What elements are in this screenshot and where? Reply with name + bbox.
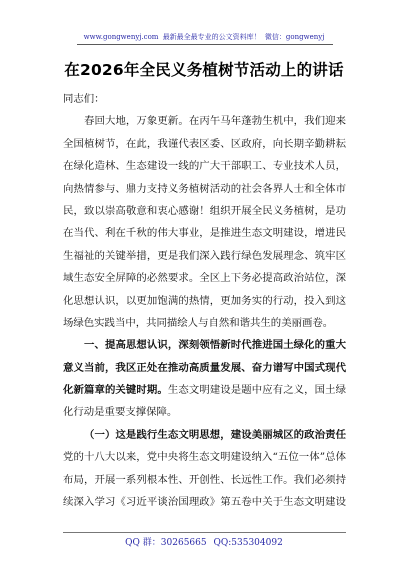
body-line [63, 446, 346, 468]
body-line [63, 110, 346, 132]
body-text: 化新篇章的关键时期。 [63, 384, 168, 397]
body-line [63, 357, 346, 379]
body-text: 生态文明建设是题中应有之义，国土绿 [167, 384, 346, 397]
footer-qq-group: QQ 群：30265665 [125, 538, 207, 548]
header-website-link[interactable]: www.gongwenyj.com [83, 33, 159, 41]
body-line [63, 491, 346, 513]
body-line [63, 290, 346, 312]
body-text: 域生态安全屏障的必然要求。全区上下务必提高政治站位，深 [63, 272, 346, 285]
body-text: 党的十八大以来，党中央将生态文明建设纳入“五位一体”总体 [63, 451, 346, 464]
body-line [63, 267, 346, 289]
body-line [63, 133, 346, 155]
body-line [63, 424, 346, 446]
body-line [63, 222, 346, 244]
body-text: 生福祉的关键举措，更是我们深入践行绿色发展理念、筑牢区 [63, 249, 346, 262]
footer-divider [63, 532, 346, 533]
document-title: 在2026年全民义务植树节活动上的讲话 [64, 61, 344, 79]
header-wechat: 微信：gongwenyj [264, 33, 325, 41]
page-header [0, 33, 408, 42]
body-line [63, 155, 346, 177]
body-line [63, 88, 346, 110]
body-text: 在当代、利在千秋的伟大事业，是推进生态文明建设，增进民 [63, 227, 346, 240]
body-text: 续深入学习《习近平谈治国理政》第五卷中关于生态文明建设 [63, 496, 346, 509]
document-body [63, 88, 346, 513]
body-text: 民，致以崇高敬意和衷心感谢！组织开展全民义务植树，是功 [63, 204, 346, 217]
body-text: 一、提高思想认识，深刻领悟新时代推进国土绿化的重大 [84, 339, 346, 352]
body-text: 同志们： [63, 93, 105, 105]
body-line [63, 245, 346, 267]
header-slogan: 最新最全最专业的公文资料库！ [162, 33, 261, 41]
body-text: 春回大地，万象更新。在丙午马年蓬勃生机中，我们迎来 [84, 115, 346, 128]
body-text: 场绿色实践当中，共同描绘人与自然和谐共生的美丽画卷。 [63, 316, 334, 329]
body-line [63, 379, 346, 401]
body-line [63, 334, 346, 356]
page-footer [0, 535, 408, 548]
body-text: 化行动是重要支撑保障。 [63, 406, 178, 419]
header-divider [77, 44, 333, 45]
body-text: （一）这是践行生态文明思想，建设美丽城区的政治责任 [84, 428, 346, 441]
body-text: 意义当前，我区正处在推动高质量发展、奋力谱写中国式现代 [63, 361, 346, 374]
body-text: 向热情参与、鼎力支持义务植树活动的社会各界人士和全体市 [63, 182, 346, 195]
body-text: 布局，开展一系列根本性、开创性、长远性工作。我们必须持 [63, 473, 346, 486]
body-line [63, 469, 346, 491]
body-text: 化思想认识，以更加饱满的热情，更加务实的行动，投入到这 [63, 294, 346, 307]
body-line [63, 312, 346, 334]
body-text: 全国植树节，在此，我谨代表区委、区政府，向长期辛勤耕耘 [63, 137, 346, 150]
body-line [63, 200, 346, 222]
body-line [63, 178, 346, 200]
body-text: 在绿化造林、生态建设一线的广大干部职工、专业技术人员， [63, 160, 346, 173]
footer-qq-contact: QQ:535304092 [213, 538, 283, 548]
body-line [63, 401, 346, 423]
